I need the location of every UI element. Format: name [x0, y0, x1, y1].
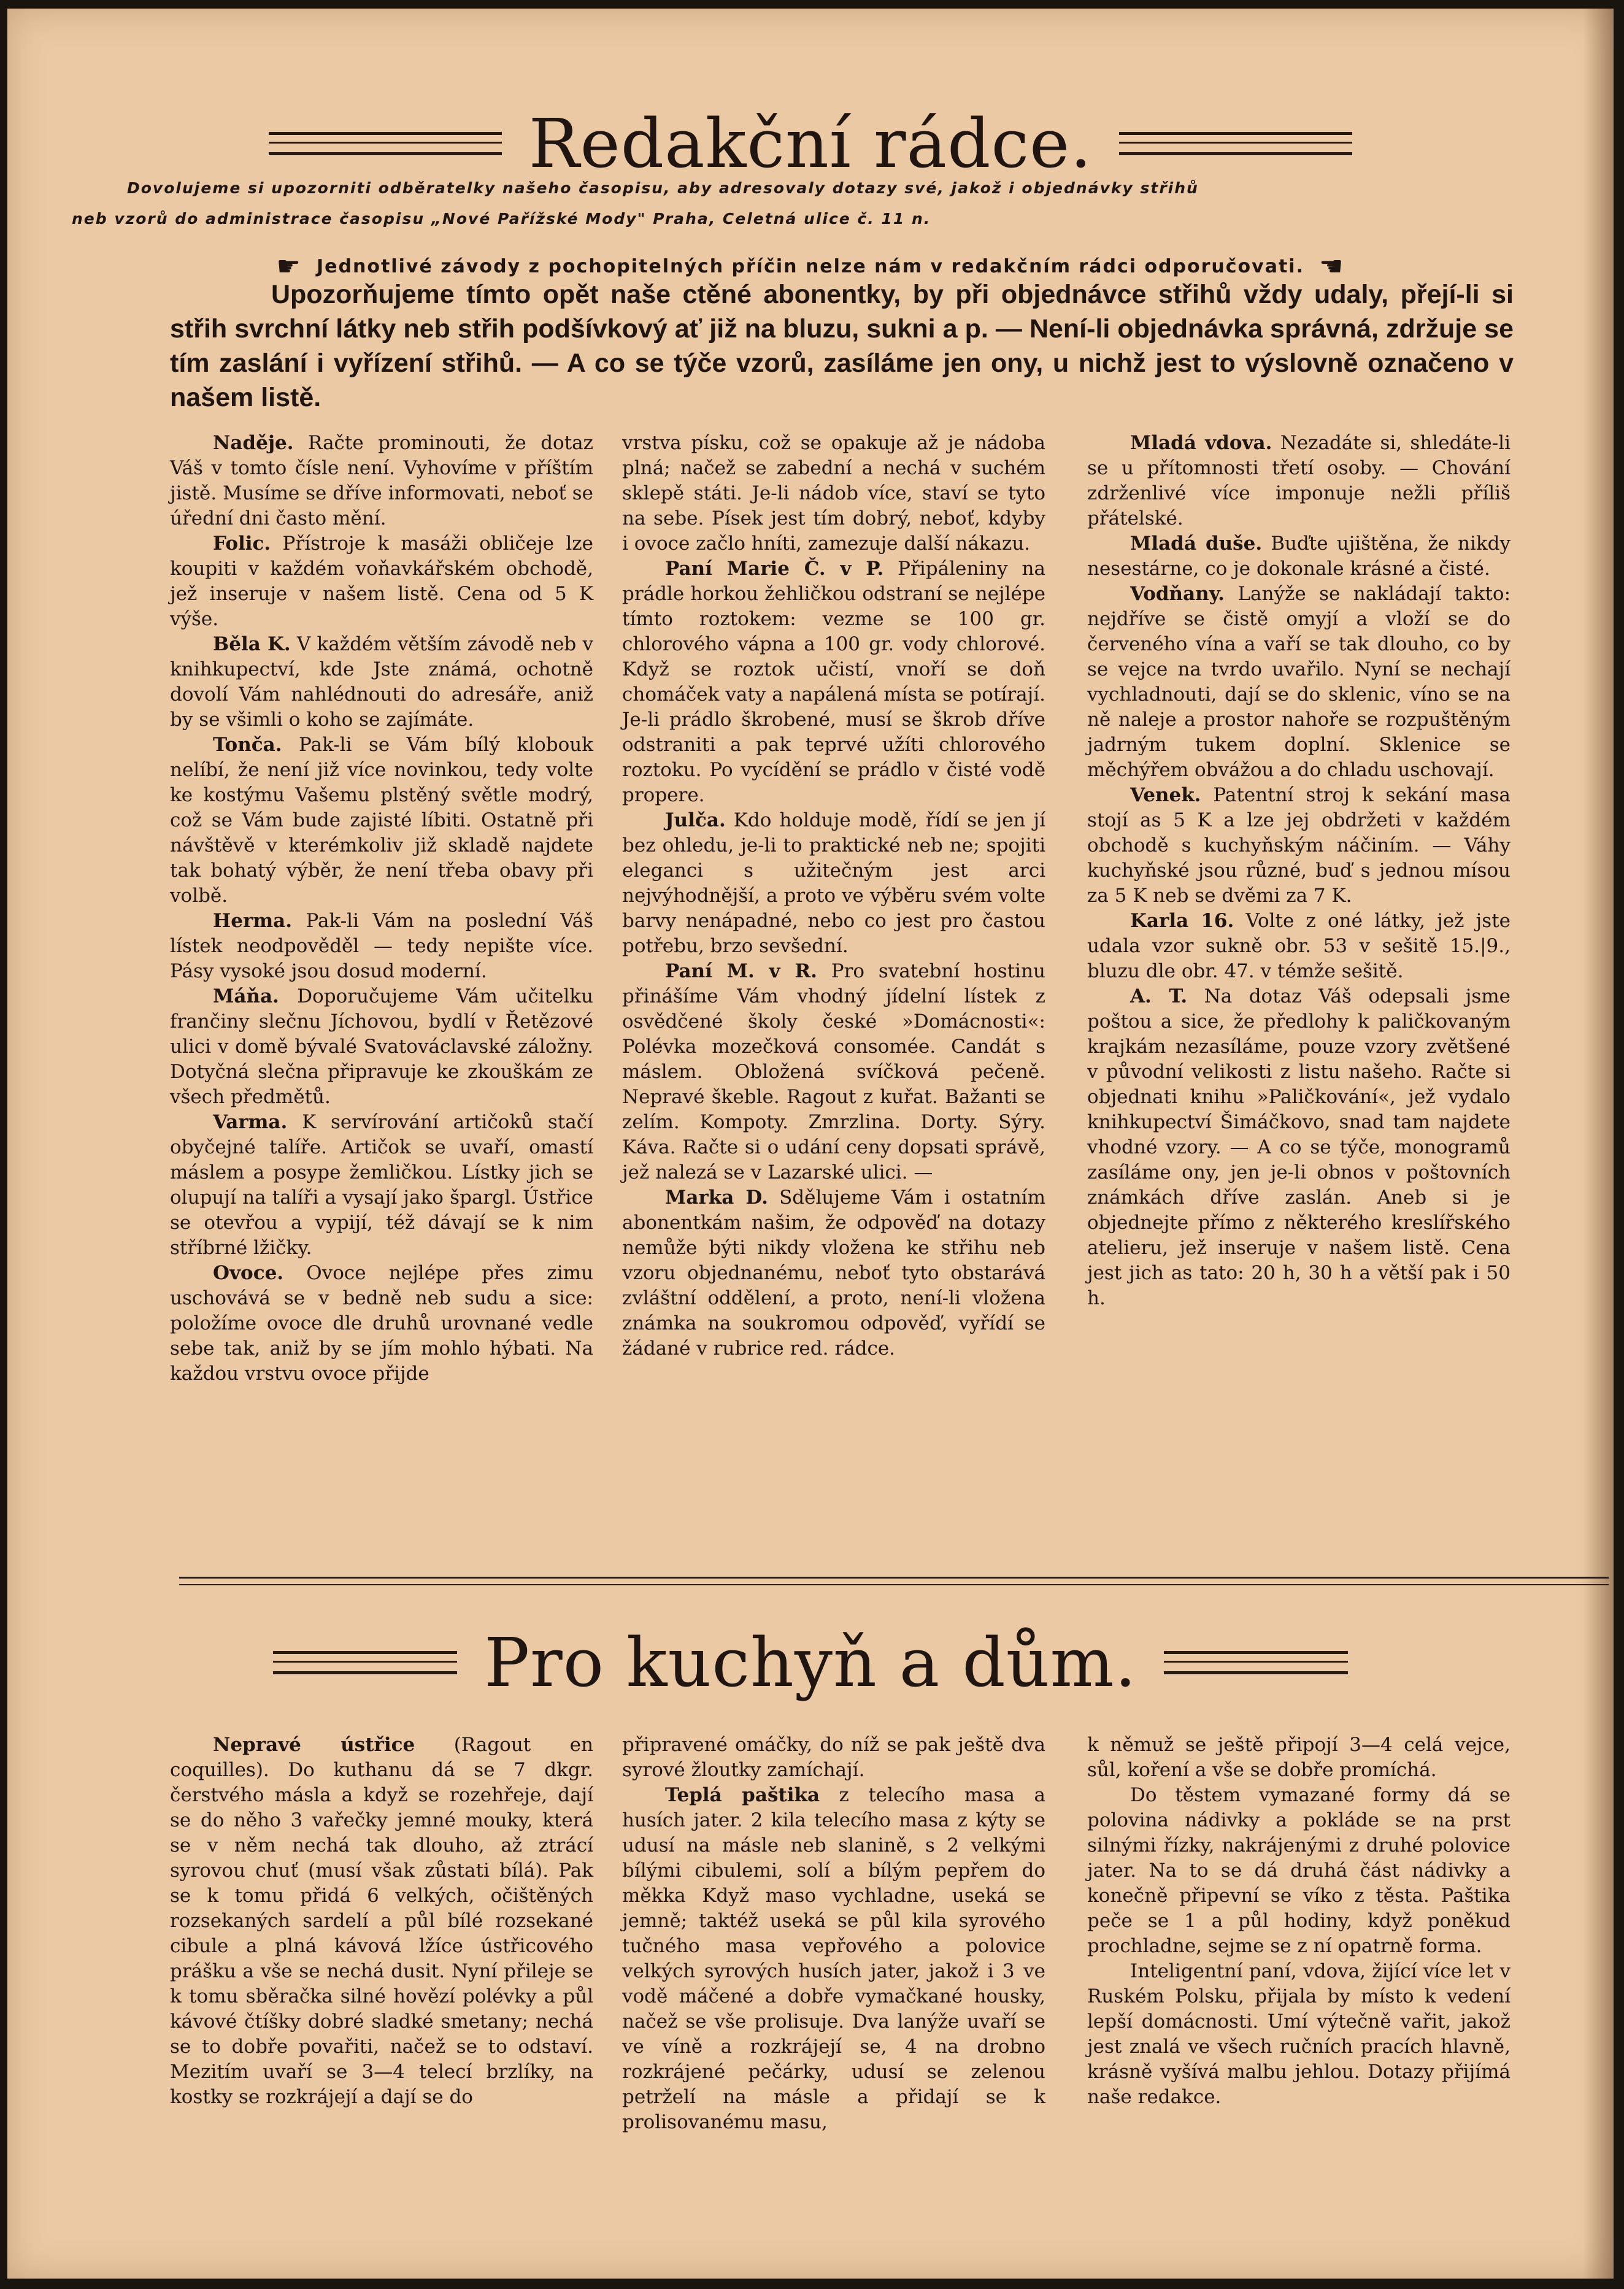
- entry: [1087, 431, 1510, 531]
- entry-name: Julča.: [665, 809, 726, 831]
- entry-name: Marka D.: [665, 1187, 768, 1209]
- entry: [170, 1733, 593, 2110]
- entry: [622, 1783, 1045, 2135]
- notice-line-2: neb vzorů do administrace časopisu „Nové Pařížské Mody" Praha, Celetná ulice č. 11 n.: [72, 210, 931, 228]
- entry-name: A. T.: [1130, 985, 1188, 1007]
- subscriber-notice: [72, 173, 1514, 234]
- intro-paragraph: Upozorňujeme tímto opět naše ctěné abonentky, by při objednávce střihů vždy udaly, přejí-li si střih svrchní látky neb střih podšívkový ať již na bluzu, sukni a p. — Není-li objednávka správná, zdržuje se tím zaslání i vyřízení střihů. — A co se týče vzorů, zasíláme jen ony, u nichž jest to výslovně označeno v našem listě.: [170, 280, 1514, 412]
- entry-text: Doporučujeme Vám učitelku frančiny slečnu Jíchovou, bydlí v Řetězové ulici v domě bývalé Svatováclavské záložny. Dotyčná slečna připravuje ke zkouškám ze všech předmětů.: [170, 985, 593, 1108]
- entry-text: Do těstem vymazané formy dá se polovina nádivky a pokláde se na prst silnými řízky, nakrájenými z druhé polovice jater. Na to se dá druhá část nádivky a konečně připevní se víko z těsta. Paštika peče se 1 a půl hodiny, když poněkud prochladne, sejme se z ní opatrně forma.: [1087, 1784, 1510, 1957]
- entry: [1087, 531, 1510, 582]
- entry-text: Inteligentní paní, vdova, žijící více let v Ruském Polsku, přijala by místo k vedení lepší domácnosti. Umí výtečně vařit, jakož jest znalá ve všech ručních pracích hlavně, krásně vyšívá malbu jehlou. Dotazy přijímá naše redakce.: [1087, 1960, 1510, 2108]
- warning-text: Jednotlivé závody z pochopitelných příčin nelze nám v redakčním rádci odporučovati.: [317, 256, 1304, 277]
- entry-text: Pak-li Vám na poslední Váš lístek neodpověděl — tedy nepište více. Pásy vysoké jsou dosud moderní.: [170, 910, 594, 982]
- entry-name: Venek.: [1130, 784, 1201, 806]
- entry-name: Běla K.: [213, 633, 291, 655]
- entry: [170, 733, 593, 909]
- entry-text: V každém větším závodě neb v knihkupectví, kde Jste známá, ochotně dovolí Vám nahlédnouti do adresáře, aniž by se všimli o koho se zajímáte.: [170, 633, 593, 731]
- entry: [170, 909, 593, 984]
- recipe-column-2: [622, 1733, 1045, 2135]
- entry-text: Sdělujeme Vám i ostatním abonentkám našim, že odpověď na dotazy nemůže býti nikdy vložena ke střihu neb vzoru objednanému, neboť tyto obstarává zvláštní oddělení, a proto, není-li vložena známka na soukromou odpověď, vyřídí se žádané v rubrice red. rádce.: [622, 1187, 1045, 1360]
- entry-name: Folic.: [213, 533, 271, 555]
- title-ornament-left: [269, 132, 502, 155]
- entry-text: Přístroje k masáži obličeje lze koupiti v každém voňavkářském obchodě, jež inseruje v našem listě. Cena od 5 K výše.: [170, 533, 593, 630]
- entry: [170, 1261, 593, 1387]
- title-ornament-right-2: [1164, 1651, 1348, 1674]
- title-pro-kuchyn: Pro kuchyň a dům.: [484, 1623, 1137, 1702]
- entry: [1087, 582, 1510, 783]
- answers-column-2: [622, 431, 1045, 1361]
- pointing-hand-icon-left: ☚: [1318, 251, 1345, 282]
- entry-name: Mladá duše.: [1130, 533, 1263, 555]
- entry-text: Ovoce nejlépe přes zimu uschovává se v bedně neb sudu a sice: položíme ovoce dle druhů urovnané vedle sebe tak, aniž by se jím mohlo hýbati. Na každou vrstvu ovoce přijde: [170, 1262, 594, 1385]
- entry: [1087, 1959, 1510, 2110]
- entry: [170, 632, 593, 733]
- entry: [170, 531, 593, 632]
- entry-text: Připáleniny na prádle horkou žehličkou odstraní se nejlépe tímto roztokem: vezme se 100 gr. chlorového vápna a 100 gr. vody chlorové. Když se roztok učistí, vnoří se doň chomáček vaty a napálená místa se potírají. Je-li prádlo škrobené, musí se škrob dříve odstraniti a pak teprvé užíti chlorového roztoku. Po vycídění se prádlo v čisté vodě propere.: [622, 558, 1045, 806]
- entry: [622, 556, 1045, 808]
- entry: [170, 984, 593, 1110]
- entry-text: Račte prominouti, že dotaz Váš v tomto čísle není. Vyhovíme v příštím jistě. Musíme se dříve informovati, neboť se úřední dni často mění.: [170, 432, 593, 529]
- recipe-column-1: [170, 1733, 593, 2110]
- entry-text: Kdo holduje modě, řídí se jen jí bez ohledu, je-li to praktické neb ne; spojiti eleganci s užitečným jest arci nejvýhodnější, a proto ve výběru svém volte barvy nenápadné, nebo co jest pro častou potřebu, brzo sevšední.: [622, 809, 1045, 957]
- entry: [1087, 984, 1510, 1311]
- entry-text: Pak-li se Vám bílý klobouk nelíbí, že není již více novinkou, tedy volte ke kostýmu Vašemu plstěný světle modrý, což se Vám bude zajisté líbiti. Ostatně při návštěvě v kterémkoliv již skladě najdete tak bohatý výběr, že není třeba obavy při volbě.: [170, 734, 594, 907]
- answers-column-1: [170, 431, 593, 1387]
- entry: [1087, 783, 1510, 909]
- entry-text: vrstva písku, což se opakuje až je nádoba plná; načež se zabední a nechá v suchém sklepě státi. Je-li nádob více, staví se tyto na sebe. Písek jest tím dobrý, neboť, kdyby i ovoce začlo hníti, zamezuje další nákazu.: [622, 432, 1045, 555]
- entry-text: z telecího masa a husích jater. 2 kila telecího masa z kýty se udusí na másle neb slanině, s 2 velkými bílými cibulemi, solí a bílým pepřem do měkka Když maso vychladne, useká se jemně; taktéž useká se půl kila syrového tučného masa vepřového a polovice velkých syrových husích jater, jakož i 3 ve vodě máčené a dobře vymačkané housky, načež se vše prolisuje. Dva lanýže uvaří se ve víně a rozkrájejí se, 4 na drobno rozkrájené pečárky, udusí se zelenou petrželí na másle a přidají se k prolisovanému masu,: [622, 1784, 1045, 2133]
- entry: [170, 1110, 593, 1261]
- entry-name: Teplá paštika: [665, 1784, 820, 1806]
- title-ornament-left-2: [273, 1651, 457, 1674]
- entry: [1087, 909, 1510, 984]
- section-title-bottom: [7, 1623, 1614, 1702]
- title-redakcni-radce: Redakční rádce.: [528, 104, 1093, 183]
- entry-name: Paní M. v R.: [665, 960, 817, 982]
- entry-name: Naděje.: [213, 432, 294, 454]
- entry: [622, 1733, 1045, 1783]
- section-divider: [179, 1577, 1609, 1579]
- entry-name: Vodňany.: [1130, 583, 1225, 605]
- magazine-page: [7, 9, 1614, 2279]
- section-title-top: [7, 104, 1614, 183]
- entry-text: Patentní stroj k sekání masa stojí as 5 K a lze jej obdržeti v každém obchodě s kuchyňským náčiním. — Váhy kuchyňské jsou různé, buď s jednou mísou za 5 K neb se dvěmi za 7 K.: [1087, 784, 1510, 907]
- pointing-hand-icon: ☛: [276, 251, 302, 282]
- entry-text: (Ragout en coquilles). Do kuthanu dá se 7 dkgr. čerstvého másla a když se rozehřeje, dají se do něho 3 vařečky jemné mouky, která se v něm nechá tak dlouho, až ztrácí syrovou chuť (musí však zůstati bílá). Pak se k tomu přidá 6 velkých, očištěných rozsekaných sardelí a půl bílé rozsekané cibule a plná kávová lžíce ústřicového prášku a vše se nechá dusit. Nyní přileje se k tomu sběračka silné hovězí polévky a půl kávové čtíšky dobré sladké smetany; nechá se to dobře povařiti, načež se to odstaví. Mezitím uvaří se 3—4 telecí brzlíky, na kostky se rozkrájejí a dají se do: [170, 1734, 593, 2108]
- entry-text: Nezadáte si, shledáte-li se u přítomnosti třetí osoby. — Chování zdrženlivé více imponuje nežli příliš přátelské.: [1087, 432, 1510, 529]
- entry-text: Lanýže se nakládají takto: nejdříve se čistě omyjí a vloží se do červeného vína a vaří se tak dlouho, co by se vejce na tvrdo uvařilo. Nyní se nechají vychladnouti, dají se do sklenic, víno se na ně naleje a prostor nahoře se rozpuštěným jadrným tukem doplní. Sklenice se měchýřem obvážou a do chladu uschovají.: [1087, 583, 1511, 781]
- entry-text: Na dotaz Váš odepsali jsme poštou a sice, že předlohy k paličkovaným krajkám nezasíláme, pouze vzory zvětšené v původní velikosti z listu našeho. Račte si objednati knihu »Paličkování«, jež vydalo knihkupectví Šimáčkovo, snad tam najdete vhodné vzory. — A co se týče, monogramů zasíláme ony, jen je-li obnos v poštovních známkách dříve zaslán. Aneb si je objednejte přímo z některého kreslířského atelieru, jež inseruje v našem listě. Cena jest jich as tato: 20 h, 30 h a větší pak i 50 h.: [1087, 985, 1510, 1309]
- recipe-column-3: [1087, 1733, 1510, 2110]
- entry-name: Karla 16.: [1130, 910, 1234, 932]
- answers-column-3: [1087, 431, 1510, 1311]
- entry: [622, 959, 1045, 1185]
- entry-name: Varma.: [213, 1111, 288, 1133]
- entry-name: Máňa.: [213, 985, 279, 1007]
- notice-line-1: Dovolujeme si upozorniti odběratelky našeho časopisu, aby adresovaly dotazy své, jakož i objednávky střihů: [127, 179, 1199, 197]
- entry: [170, 431, 593, 531]
- section-divider-thin: [179, 1584, 1609, 1585]
- entry-text: Pro svatební hostinu přinášíme Vám vhodný jídelní lístek z osvědčené školy české »Domácnosti«: Polévka mozečková consomée. Candát s máslem. Obložená svíčková pečeně. Nepravé škeble. Ragout z kuřat. Bažanti se zelím. Kompoty. Zmrzlina. Dorty. Sýry. Káva. Račte si o udání ceny dopsati správě, jež nalezá se v Lazarské ulici. —: [622, 960, 1045, 1183]
- entry-text: K servírování artičoků stačí obyčejné talíře. Artičok se uvaří, omastí máslem a posype žemličkou. Lístky jich se olupují na talíři a vysají jako špargl. Ústřice se otevřou a vypijí, též dávají se k nim stříbrné lžičky.: [170, 1111, 593, 1259]
- entry-text: Volte z oné látky, jež jste udala vzor sukně obr. 53 v sešitě 15.|9., bluzu dle obr. 47. v témže sešitě.: [1087, 910, 1510, 982]
- entry-name: Tonča.: [213, 734, 282, 756]
- entry: [1087, 1783, 1510, 1959]
- entry: [1087, 1733, 1510, 1783]
- entry-name: Herma.: [213, 910, 293, 932]
- page-spine-shadow: [1583, 9, 1614, 2279]
- entry-name: Ovoce.: [213, 1262, 284, 1284]
- entry: [622, 808, 1045, 959]
- title-ornament-right: [1119, 132, 1352, 155]
- entry-name: Nepravé ústřice: [213, 1734, 415, 1756]
- entry-name: Mladá vdova.: [1130, 432, 1272, 454]
- entry: [622, 1185, 1045, 1361]
- entry-name: Paní Marie Č. v P.: [665, 558, 884, 580]
- entry-text: k němuž se ještě připojí 3—4 celá vejce, sůl, koření a vše se dobře promíchá.: [1087, 1734, 1510, 1781]
- entry: [622, 431, 1045, 556]
- entry-text: Buďte ujištěna, že nikdy nesestárne, co je dokonale krásné a čisté.: [1087, 533, 1510, 580]
- entry-text: připravené omáčky, do níž se pak ještě dva syrové žloutky zamíchají.: [622, 1734, 1045, 1781]
